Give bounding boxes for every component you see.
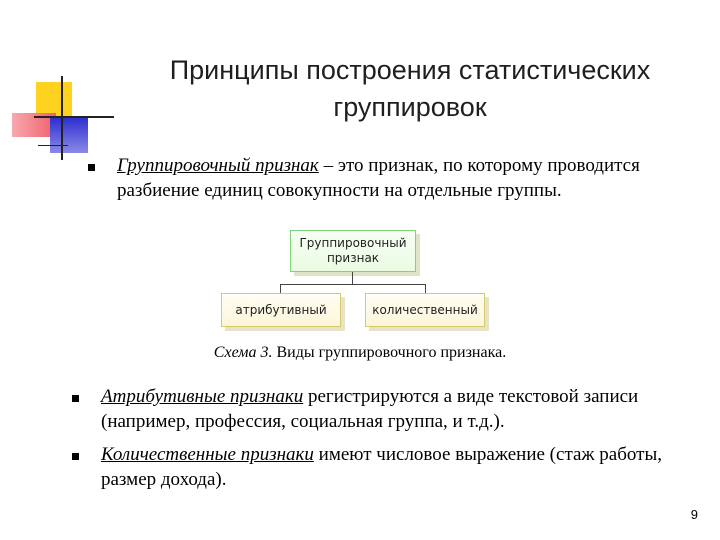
diagram-left-box <box>221 293 341 327</box>
diagram-right-box <box>365 293 485 327</box>
caption-label: Схема 3. <box>213 344 273 361</box>
bullet-1-text <box>117 153 657 203</box>
bullet-marker <box>72 453 79 460</box>
bullet-3-term: Количественные признаки <box>101 444 314 465</box>
diagram-left-label: атрибутивный <box>235 303 327 317</box>
diagram-root-box <box>290 230 416 272</box>
slide-title: Принципы построения статистических группировок <box>169 55 651 122</box>
bullet-2-text <box>101 384 691 434</box>
bullet-1-term: Группировочный признак <box>117 155 319 176</box>
bullet-marker <box>88 164 95 171</box>
diagram-caption <box>0 343 720 363</box>
decor-horizontal-line <box>34 116 114 118</box>
decor-blue-square <box>50 117 88 153</box>
bullet-2-rest: регистрируются а виде текстовой записи (например, профессия, социальная группа, и т.д.). <box>101 386 639 432</box>
bullet-2-term: Атрибутивные признаки <box>101 386 304 407</box>
bullet-3-rest: имеют числовое выражение (стаж работы, размер дохода). <box>101 444 662 490</box>
bullet-1-rest: – это признак, по которому проводится разбиение единиц совокупности на отдельные группы. <box>117 155 640 201</box>
diagram-connector-right <box>425 284 426 293</box>
page-number: 9 <box>690 507 698 522</box>
diagram-right-label: количественный <box>372 303 478 317</box>
decor-horizontal-line-short <box>38 145 68 146</box>
decor-vertical-line <box>61 76 63 160</box>
bullet-3-text <box>101 442 691 492</box>
diagram-connector-left <box>280 284 281 293</box>
diagram-root-label: Группировочный признак <box>299 236 407 265</box>
caption-text: Виды группировочного признака. <box>272 344 507 361</box>
bullet-marker <box>72 395 79 402</box>
diagram-connector-vertical <box>352 272 353 284</box>
diagram-connector-horizontal <box>280 284 426 285</box>
